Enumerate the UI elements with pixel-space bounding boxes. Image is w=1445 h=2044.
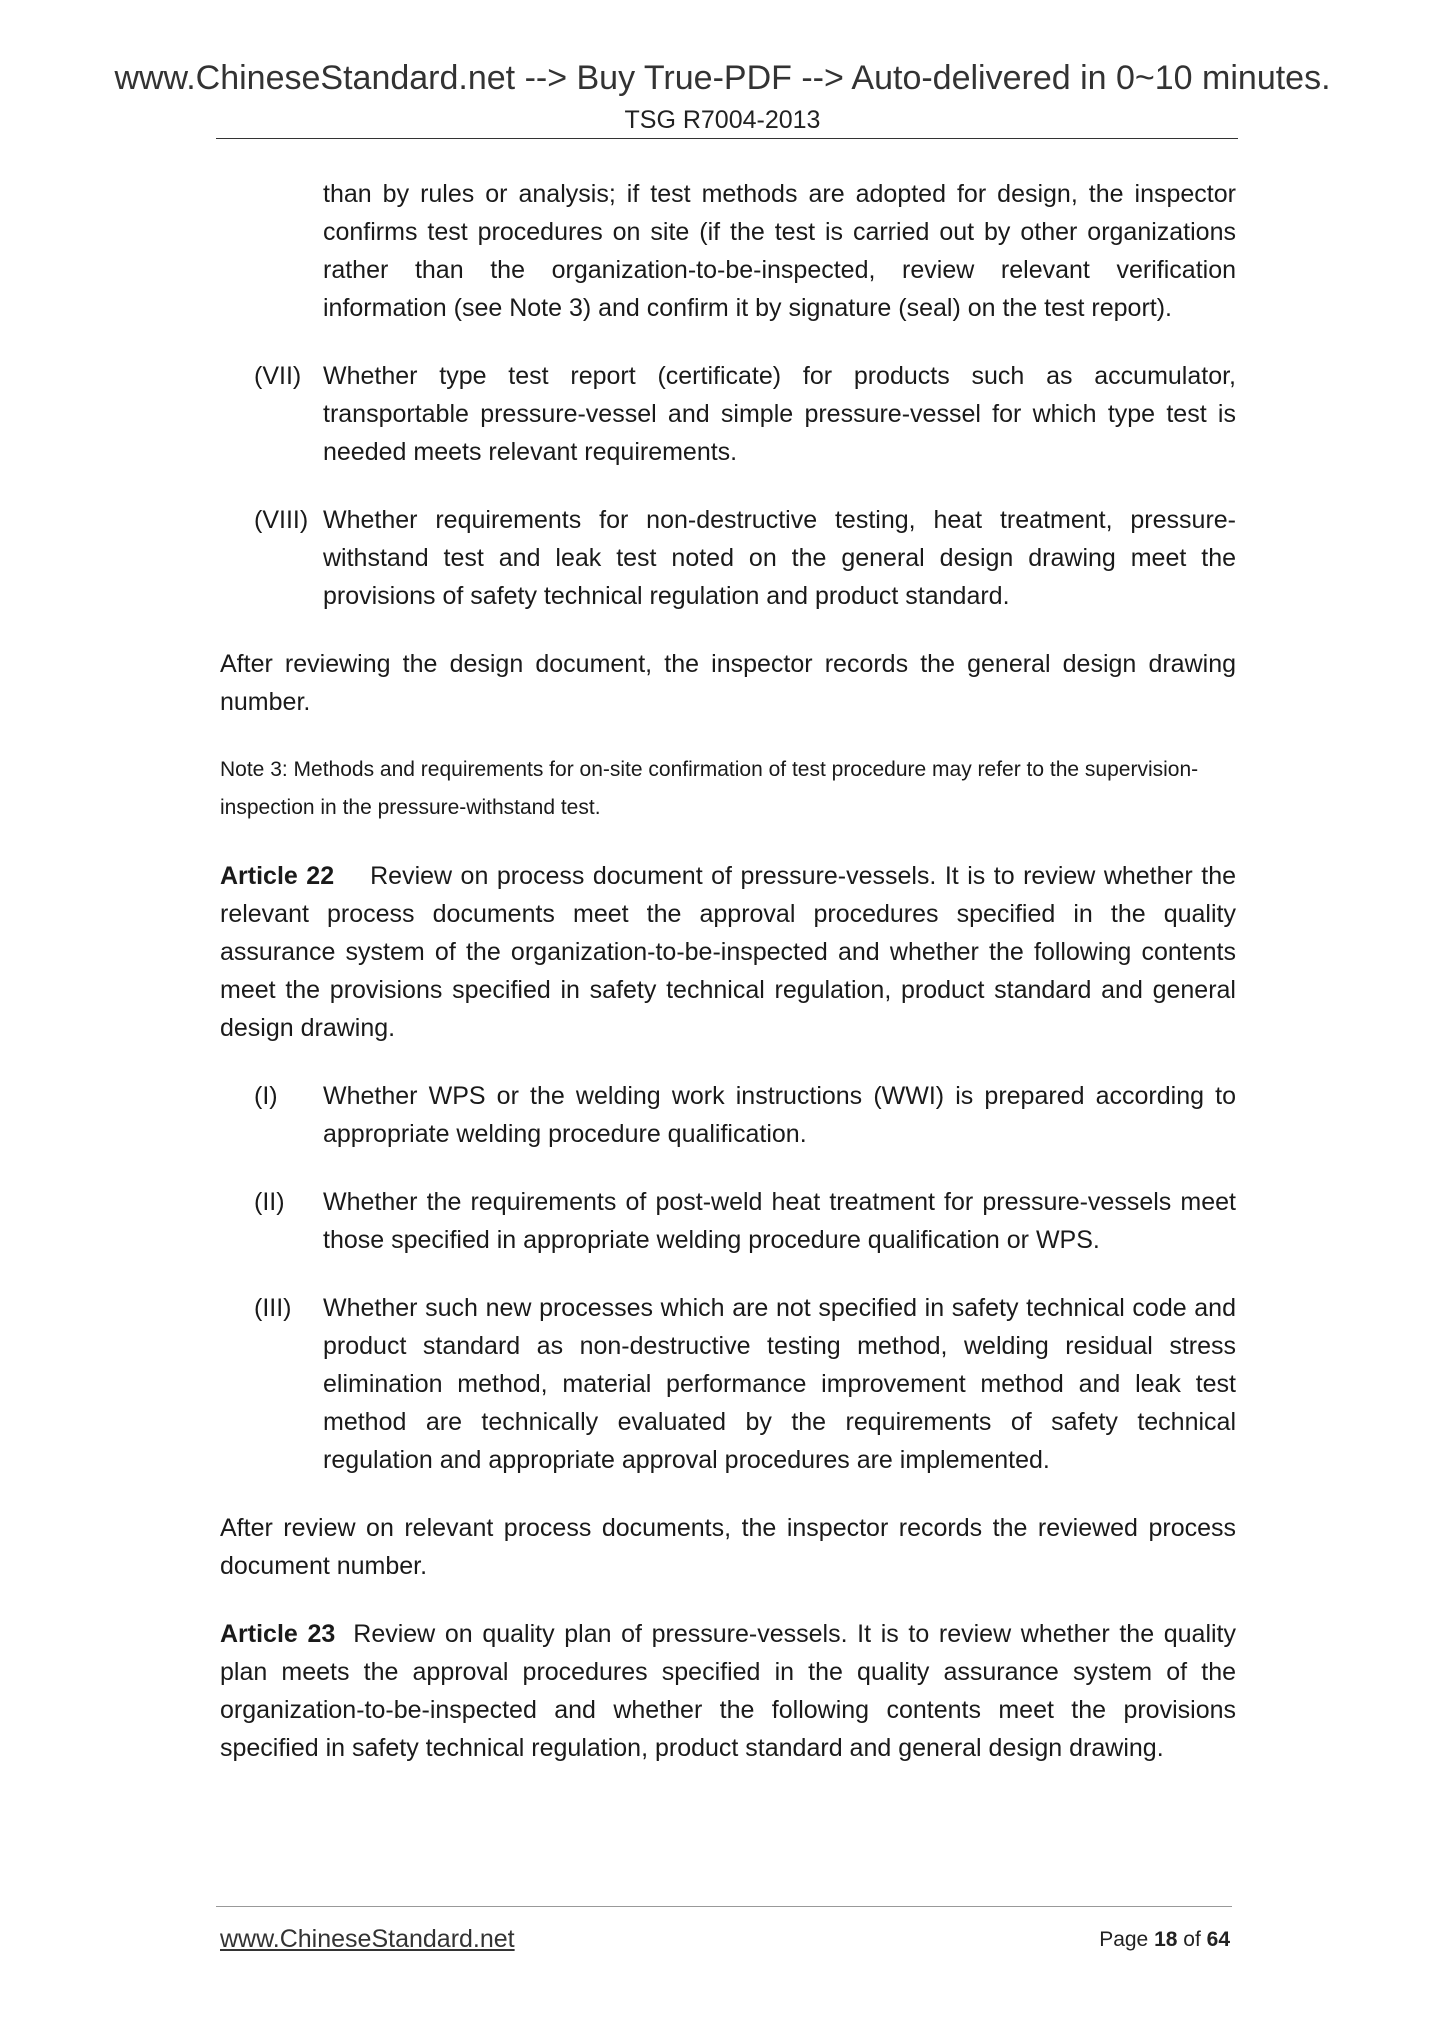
list-item-number: (I)	[254, 1082, 278, 1110]
footer-divider	[216, 1906, 1232, 1907]
list-item-text: Whether type test report (certificate) for products such as accumulator, transportable pressure-vessel and simple pressure-vessel for which type test is needed meets relevant requirements.	[323, 362, 1236, 466]
footer-website-link[interactable]: www.ChineseStandard.net	[220, 1925, 515, 1953]
document-body	[220, 175, 1236, 1767]
list-item-vii	[220, 357, 1236, 471]
article-22-text: Review on process document of pressure-vessels. It is to review whether the relevant process documents meet the approval procedures specified in the quality assurance system of the organization-to-be-inspected and whether the following contents meet the provisions specified in safety technical regulation, product standard and general design drawing.	[220, 862, 1236, 1042]
list-item-i	[220, 1077, 1236, 1153]
after-design-paragraph: After reviewing the design document, the inspector records the general design drawing number.	[220, 650, 1236, 716]
standard-code: TSG R7004-2013	[624, 106, 821, 134]
page-number: 18	[1154, 1928, 1178, 1951]
article-23-label: Article 23	[220, 1620, 336, 1648]
list-item-number: (VII)	[254, 362, 302, 390]
article-23	[220, 1615, 1236, 1767]
list-item-viii	[220, 501, 1236, 615]
page-of: of	[1183, 1928, 1201, 1951]
header-banner: www.ChineseStandard.net --> Buy True-PDF --> Auto-delivered in 0~10 minutes.	[114, 59, 1331, 97]
list-item-number: (III)	[254, 1294, 292, 1322]
list-item-iii	[220, 1289, 1236, 1479]
page-prefix: Page	[1099, 1928, 1149, 1951]
article-22-label: Article 22	[220, 862, 335, 890]
list-item-text: Whether requirements for non-destructive testing, heat treatment, pressure-withstand test and leak test noted on the general design drawing meet the provisions of safety technical regulation and product standard.	[323, 506, 1236, 610]
page-total: 64	[1206, 1928, 1230, 1951]
article-23-text: Review on quality plan of pressure-vessels. It is to review whether the quality plan meets the approval procedures specified in the quality assurance system of the organization-to-be-inspected and whether the following contents meet the provisions specified in safety technical regulation, product standard and general design drawing.	[220, 1620, 1237, 1762]
list-item-number: (VIII)	[254, 506, 309, 534]
after-process-paragraph: After review on relevant process documents, the inspector records the reviewed process document number.	[220, 1514, 1236, 1580]
list-item-ii	[220, 1183, 1236, 1259]
header-divider	[216, 138, 1238, 139]
list-item-number: (II)	[254, 1188, 285, 1216]
continuation-paragraph: than by rules or analysis; if test methods are adopted for design, the inspector confirms test procedures on site (if the test is carried out by other organizations rather than the organization-to-be-inspected, review relevant verification information (see Note 3) and confirm it by signature (seal) on the test report).	[323, 180, 1236, 322]
page-indicator	[1000, 1924, 1230, 1956]
list-item-text: Whether WPS or the welding work instructions (WWI) is prepared according to appropriate welding procedure qualification.	[323, 1082, 1236, 1148]
list-item-text: Whether the requirements of post-weld heat treatment for pressure-vessels meet those specified in appropriate welding procedure qualification or WPS.	[323, 1188, 1236, 1254]
note-3: Note 3: Methods and requirements for on-site confirmation of test procedure may refer to the supervision-inspection in the pressure-withstand test.	[220, 758, 1199, 819]
article-22	[220, 857, 1236, 1047]
list-item-text: Whether such new processes which are not specified in safety technical code and product standard as non-destructive testing method, welding residual stress elimination method, material performance improvement method and leak test method are technically evaluated by the requirements of safety technical regulation and appropriate approval procedures are implemented.	[323, 1294, 1236, 1474]
